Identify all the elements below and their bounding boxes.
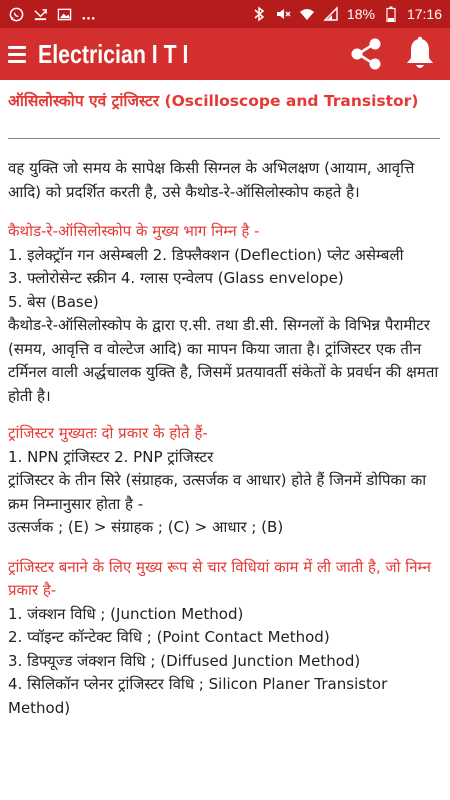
share-icon: [350, 37, 382, 71]
types-heading: ट्रांजिस्टर मुख्यतः दो प्रकार के होते हैं-: [8, 424, 208, 442]
battery-icon: [383, 6, 399, 22]
article-content: [0, 80, 450, 800]
app-bar: [0, 28, 450, 80]
parts-item-1: 1. इलेक्ट्रॉन गन असेम्बली 2. डिफ्लैक्शन (Deflection) प्लेट असेम्बली: [8, 245, 404, 264]
bluetooth-icon: [251, 6, 267, 22]
more-icon: [80, 6, 96, 22]
method-item-1: 1. जंक्शन विधि ; (Junction Method): [8, 604, 244, 623]
notification-button[interactable]: [402, 36, 438, 72]
method-item-2: 2. प्वॉइन्ट कॉन्टेक्ट विधि ; (Point Contact Method): [8, 628, 330, 646]
menu-icon[interactable]: [8, 43, 30, 65]
types-list: 1. NPN ट्रांजिस्टर 2. PNP ट्रांजिस्टर: [8, 447, 214, 466]
system-icons: [251, 6, 442, 22]
intro-paragraph: वह युक्ति जो समय के सापेक्ष किसी सिग्नल के अभिलक्षण (आयाम, आवृत्ति आदि) को प्रदर्शित करती है, उसे कैथोड-रे-ऑसिलोस्कोप कहते है।: [8, 159, 415, 201]
doping-order: उत्सर्जक ; (E) > संग्राहक ; (C) > आधार ; (B): [8, 518, 284, 536]
parts-item-3: 5. बेस (Base): [8, 292, 99, 311]
missed-call-icon: [32, 6, 48, 22]
whatsapp-icon: [8, 6, 24, 22]
terminals-paragraph: ट्रांजिस्टर के तीन सिरे (संग्राहक, उत्सर्जक व आधार) होते हैं जिनमें डोपिका का क्रम निम्नानुसार होता है -: [8, 471, 427, 513]
bell-icon: [405, 36, 435, 72]
parts-item-2: 3. फ्लोरोसेन्ट स्क्रीन 4. ग्लास एन्वेलप (Glass envelope): [8, 269, 344, 287]
method-item-3: 3. डिफ्यूज्ड जंक्शन विधि ; (Diffused Junction Method): [8, 651, 361, 670]
methods-heading: ट्रांजिस्टर बनाने के लिए मुख्य रूप से चार विधियां काम में ली जाती है, जो निम्न प्रकार है-: [8, 557, 431, 599]
share-button[interactable]: [348, 36, 384, 72]
mute-icon: [275, 6, 291, 22]
app-actions: [348, 36, 442, 72]
gallery-icon: [56, 6, 72, 22]
method-item-4: 4. सिलिकॉन प्लेनर ट्रांजिस्टर विधि ; Silicon Planer Transistor Method): [8, 675, 388, 717]
app-title: Electrician I T I: [38, 38, 189, 69]
status-bar: [0, 0, 450, 28]
notification-icons: [8, 6, 96, 22]
title-divider: [8, 138, 440, 139]
battery-percent: 18%: [346, 6, 375, 22]
parts-heading: कैथोड-रे-ऑसिलोस्कोप के मुख्य भाग निम्न है -: [8, 222, 260, 240]
clock: 17:16: [406, 6, 442, 22]
signal-icon: [323, 6, 339, 22]
cro-paragraph: कैथोड-रे-ऑसिलोस्कोप के द्वारा ए.सी. तथा डी.सी. सिग्नलों के विभिन्न पैरामीटर (समय, आवृत्ति व वोल्टेज आदि) का मापन किया जाता है। ट्रांजिस्टर एक तीन टर्मिनल वाली अर्द्धचालक युक्ति है, जिसमें प्रतयावर्ती संकेतों के प्रवर्धन की क्षमता होती है।: [8, 316, 439, 405]
wifi-icon: [299, 6, 315, 22]
article-title: ऑसिलोस्कोप एवं ट्रांजिस्टर (Oscilloscope and Transistor): [8, 92, 419, 110]
